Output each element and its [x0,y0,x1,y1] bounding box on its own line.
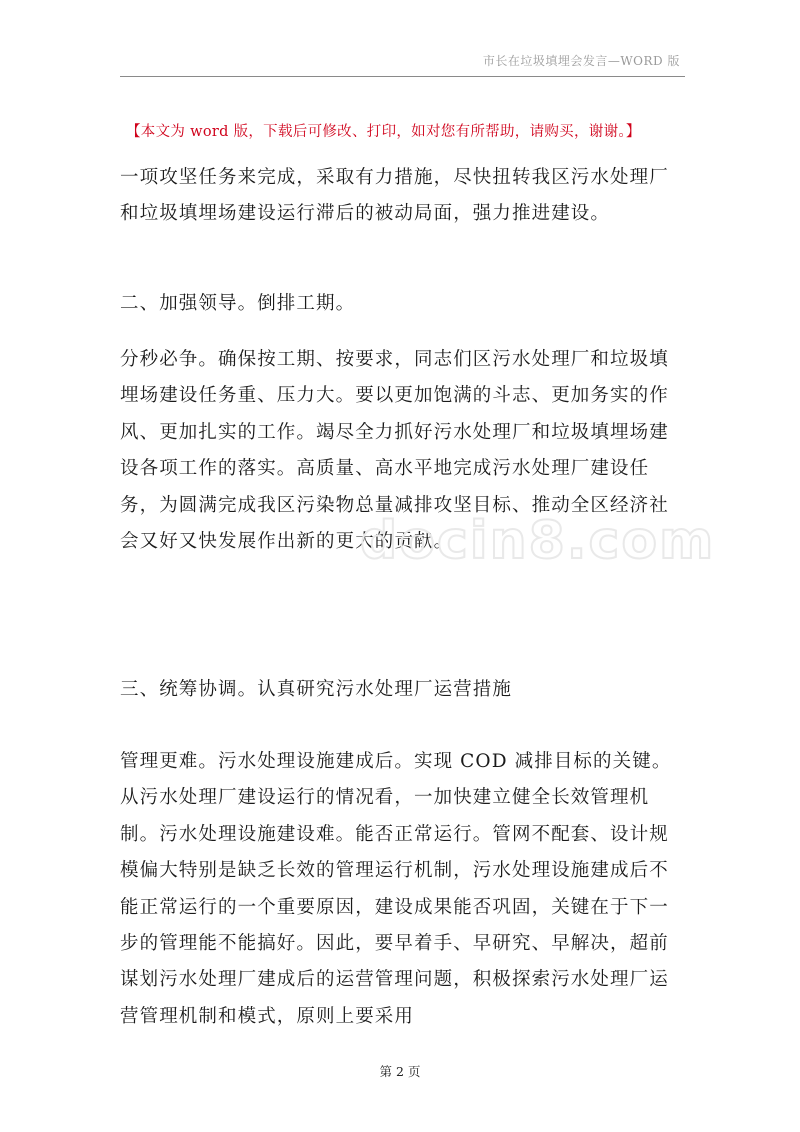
paragraph-continuation: 一项攻坚任务来完成，采取有力措施，尽快扭转我区污水处理厂和垃圾填埋场建设运行滞后的被动局面，强力推进建设。 [120,167,669,225]
download-notice: 【本文为 word 版，下载后可修改、打印，如对您有所帮助，请购买，谢谢。】 [126,124,641,140]
paragraph-section-3: 管理更难。污水处理设施建成后。实现 COD 减排目标的关键。从污水处理厂建设运行的情况看，一加快建立健全长效管理机制。污水处理设施建设难。能否正常运行。管网不配套、设计规模偏大特别是缺乏长效的管理运行机制，污水处理设施建成后不能正常运行的一个重要原因，建设成果能否巩固，关键在于下一步的管理能不能搞好。因此，要早着手、早研究、早解决，超前谋划污水处理厂建成后的运营管理问题，积极探索污水处理厂运营管理机制和模式，原则上要采用 [120,751,672,1027]
page-number: 第 2 页 [379,1064,421,1079]
watermark-text: docin8.com [360,511,716,571]
paragraph-section-2: 分秒必争。确保按工期、按要求，同志们区污水处理厂和垃圾填埋场建设任务重、压力大。要以更加饱满的斗志、更加务实的作风、更加扎实的工作。竭尽全力抓好污水处理厂和垃圾填埋场建设各项工作的落实。高质量、高水平地完成污水处理厂建设任务，为圆满完成我区污染物总量减排攻坚目标、推动全区经济社会又好又快发展作出新的更大的贡献。 [120,349,669,553]
running-header: 市长在垃圾填埋会发言—WORD 版 [482,54,680,68]
section-heading-3: 三、统筹协调。认真研究污水处理厂运营措施 [120,679,513,700]
header-divider [120,76,685,77]
section-heading-2: 二、加强领导。倒排工期。 [120,293,356,314]
watermark-logo [360,510,716,571]
